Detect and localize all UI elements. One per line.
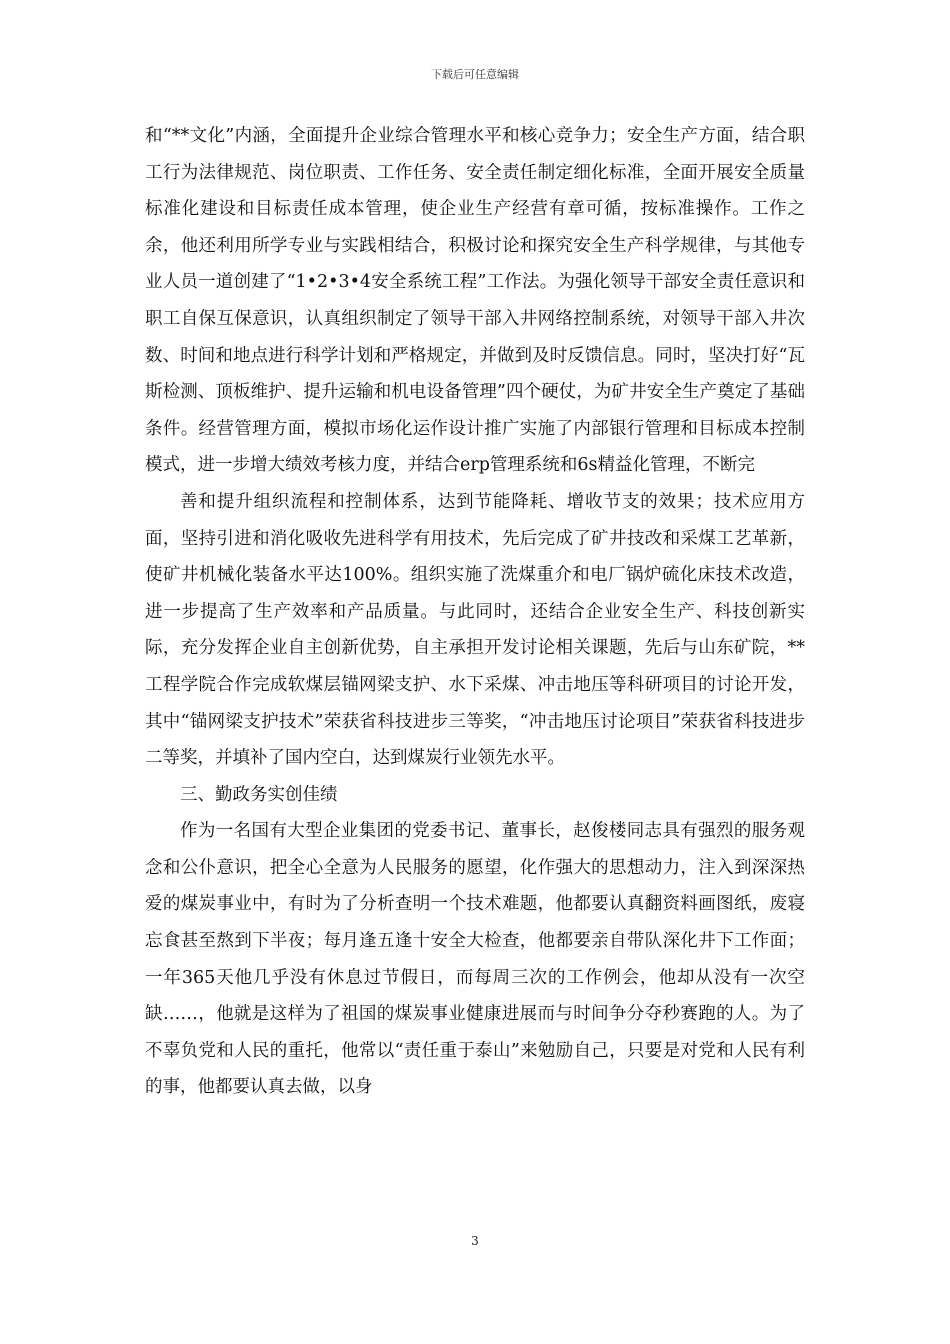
paragraph: 作为一名国有大型企业集团的党委书记、董事长，赵俊楼同志具有强烈的服务观念和公仆意识，把全心全意为人民服务的愿望，化作强大的思想动力，注入到深深热爱的煤炭事业中，有时为了分析查明一个技术难题，他都要认真翻资料画图纸，废寝忘食甚至熬到下半夜；每月逢五逢十安全大检查，他都要亲自带队深化井下工作面；一年365天他几乎没有休息过节假日，而每周三次的工作例会，他却从没有一次空缺……，他就是这样为了祖国的煤炭事业健康进展而与时间争分夺秒赛跑的人。为了不辜负党和人民的重托，他常以“责任重于泰山”来勉励自己，只要是对党和人民有利的事，他都要认真去做，以身 <box>145 821 805 1098</box>
paragraph-continuation: 和“**文化”内涵，全面提升企业综合管理水平和核心竞争力；安全生产方面，结合职工行为法律规范、岗位职责、工作任务、安全责任制定细化标准，全面开展安全质量标准化建设和目标责任成本管理，使企业生产经营有章可循，按标准操作。工作之余，他还利用所学专业与实践相结合，积极讨论和探究安全生产科学规律，与其他专业人员一道创建了“1•2•3•4安全系统工程”工作法。为强化领导干部安全责任意识和职工自保互保意识，认真组织制定了领导干部入井网络控制系统，对领导干部入井次数、时间和地点进行科学计划和严格规定，并做到及时反馈信息。同时，坚决打好“瓦斯检测、顶板维护、提升运输和机电设备管理”四个硬仗，为矿井安全生产奠定了基础条件。经营管理方面，模拟市场化运作设计推广实施了内部银行管理和目标成本控制模式，进一步增大绩效考核力度，并结合erp管理系统和6s精益化管理，不断完 <box>145 126 805 476</box>
page-header: 下载后可任意编辑 <box>431 68 519 81</box>
page-number: 3 <box>471 1234 479 1248</box>
paragraph: 善和提升组织流程和控制体系，达到节能降耗、增收节支的效果；技术应用方面，坚持引进和消化吸收先进科学有用技术，先后完成了矿井技改和采煤工艺革新，使矿井机械化装备水平达100%。组织实施了洗煤重介和电厂锅炉硫化床技术改造，进一步提高了生产效率和产品质量。与此同时，还结合企业安全生产、科技创新实际，充分发挥企业自主创新优势，自主承担开发讨论相关课题，先后与山东矿院，**工程学院合作完成软煤层锚网梁支护、水下采煤、冲击地压等科研项目的讨论开发，其中“锚网梁支护技术”荣获省科技进步三等奖，“冲击地压讨论项目”荣获省科技进步二等奖，并填补了国内空白，达到煤炭行业领先水平。 <box>145 491 805 769</box>
document-body <box>145 118 805 1106</box>
section-heading: 三、勤政务实创佳绩 <box>180 784 338 805</box>
